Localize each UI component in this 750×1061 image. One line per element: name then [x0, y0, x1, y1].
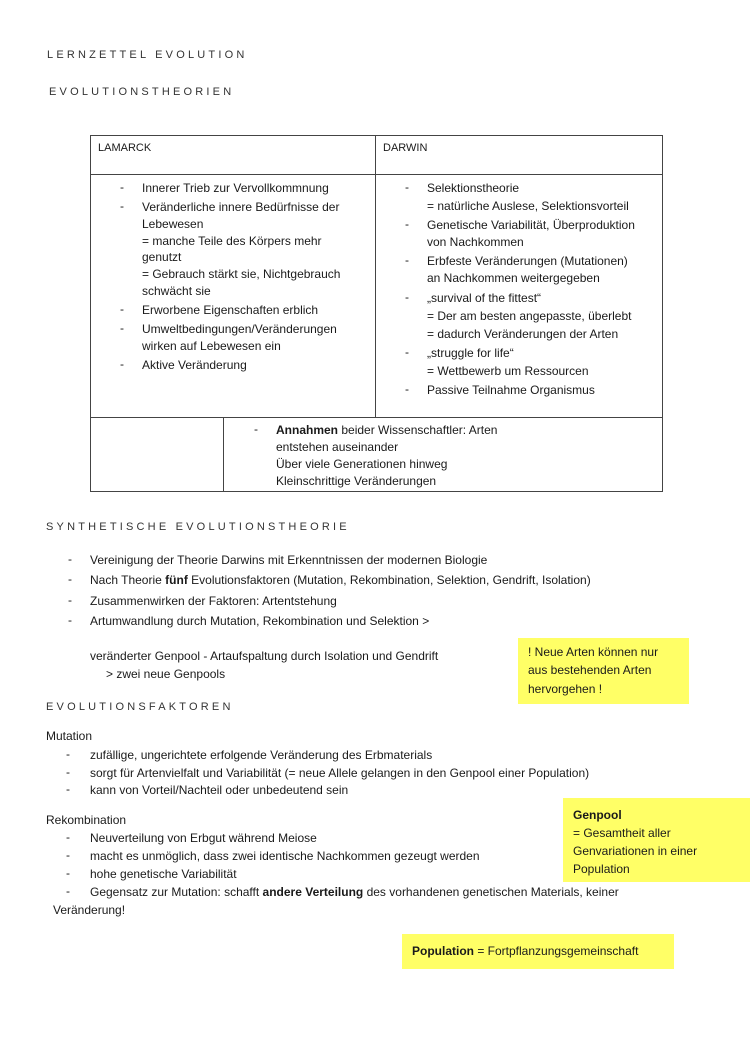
header-lamarck: LAMARCK — [98, 142, 152, 154]
list-item: = manche Teile des Körpers mehr — [142, 234, 322, 248]
list-item: = dadurch Veränderungen der Arten — [427, 327, 619, 341]
section-heading-evolutionstheorien: EVOLUTIONSTHEORIEN — [49, 86, 235, 98]
list-item: entstehen auseinander — [276, 440, 399, 454]
list-item: Vereinigung der Theorie Darwins mit Erkenntnissen der modernen Biologie — [90, 553, 488, 567]
list-item: Neuverteilung von Erbgut während Meiose — [90, 831, 317, 845]
list-item: kann von Vorteil/Nachteil oder unbedeutend sein — [90, 783, 349, 797]
list-item: Genetische Variabilität, Überproduktion — [427, 218, 635, 232]
list-item: Lebewesen — [142, 217, 204, 231]
list-item: = natürliche Auslese, Selektionsvorteil — [427, 199, 629, 213]
annahmen-bold: Annahmen — [276, 423, 339, 437]
list-item: Veränderliche innere Bedürfnisse der — [142, 200, 340, 214]
note-genpool: Genpool = Gesamtheit aller Genvariationen in einer Population — [563, 798, 750, 882]
list-item: Erworbene Eigenschaften erblich — [142, 303, 319, 317]
list-item: schwächt sie — [142, 284, 211, 298]
list-item: Zusammenwirken der Faktoren: Artentstehung — [90, 594, 337, 608]
list-item: = Der am besten angepasste, überlebt — [427, 309, 632, 323]
list-item: „struggle for life“ — [427, 346, 514, 360]
list-item: Über viele Generationen hinweg — [276, 457, 448, 471]
list-item: Gegensatz zur Mutation: schafft andere Verteilung des vorhandenen genetischen Materials, keiner — [90, 885, 619, 899]
list-item: = Wettbewerb um Ressourcen — [427, 364, 589, 378]
list-item: Artumwandlung durch Mutation, Rekombination und Selektion > — [90, 614, 430, 628]
list-item: veränderter Genpool - Artaufspaltung durch Isolation und Gendrift — [90, 649, 439, 663]
note-neue-arten: ! Neue Arten können nur aus bestehenden Arten hervorgehen ! — [518, 638, 689, 704]
list-item: Innerer Trieb zur Vervollkommnung — [142, 181, 329, 195]
list-item: macht es unmöglich, dass zwei identische Nachkommen gezeugt werden — [90, 849, 480, 863]
section-heading-evolutionsfaktoren: EVOLUTIONSFAKTOREN — [46, 701, 234, 713]
list-item: Umweltbedingungen/Veränderungen — [142, 322, 337, 336]
list-item: wirken auf Lebewesen ein — [142, 339, 281, 353]
list-item: Kleinschrittige Veränderungen — [276, 474, 437, 488]
rekombination-heading: Rekombination — [46, 813, 127, 827]
list-item: hohe genetische Variabilität — [90, 867, 237, 881]
document-title: LERNZETTEL EVOLUTION — [47, 49, 248, 61]
list-item: zufällige, ungerichtete erfolgende Veränderung des Erbmaterials — [90, 748, 433, 762]
list-item: an Nachkommen weitergegeben — [427, 271, 600, 285]
list-item: genutzt — [142, 250, 182, 264]
list-item: Selektionstheorie — [427, 181, 520, 195]
list-item: sorgt für Artenvielfalt und Variabilität (= neue Allele gelangen in den Genpool einer Population) — [90, 766, 590, 780]
list-item: Passive Teilnahme Organismus — [427, 383, 595, 397]
list-item: = Gebrauch stärkt sie, Nichtgebrauch — [142, 267, 341, 281]
list-item: Erbfeste Veränderungen (Mutationen) — [427, 254, 628, 268]
list-item: „survival of the fittest“ — [427, 291, 542, 305]
mutation-heading: Mutation — [46, 729, 93, 743]
annahmen-text: beider Wissenschaftler: Arten — [338, 423, 498, 437]
list-item: > zwei neue Genpools — [106, 667, 226, 681]
list-item: von Nachkommen — [427, 235, 524, 249]
list-item: Nach Theorie fünf Evolutionsfaktoren (Mutation, Rekombination, Selektion, Gendrift, Isolation) — [90, 573, 591, 587]
note-population: Population = Fortpflanzungsgemeinschaft — [402, 934, 674, 969]
list-item: Veränderung! — [53, 903, 126, 917]
section-heading-synthetische: SYNTHETISCHE EVOLUTIONSTHEORIE — [46, 521, 350, 533]
header-darwin: DARWIN — [383, 142, 428, 154]
list-item: Aktive Veränderung — [142, 358, 247, 372]
